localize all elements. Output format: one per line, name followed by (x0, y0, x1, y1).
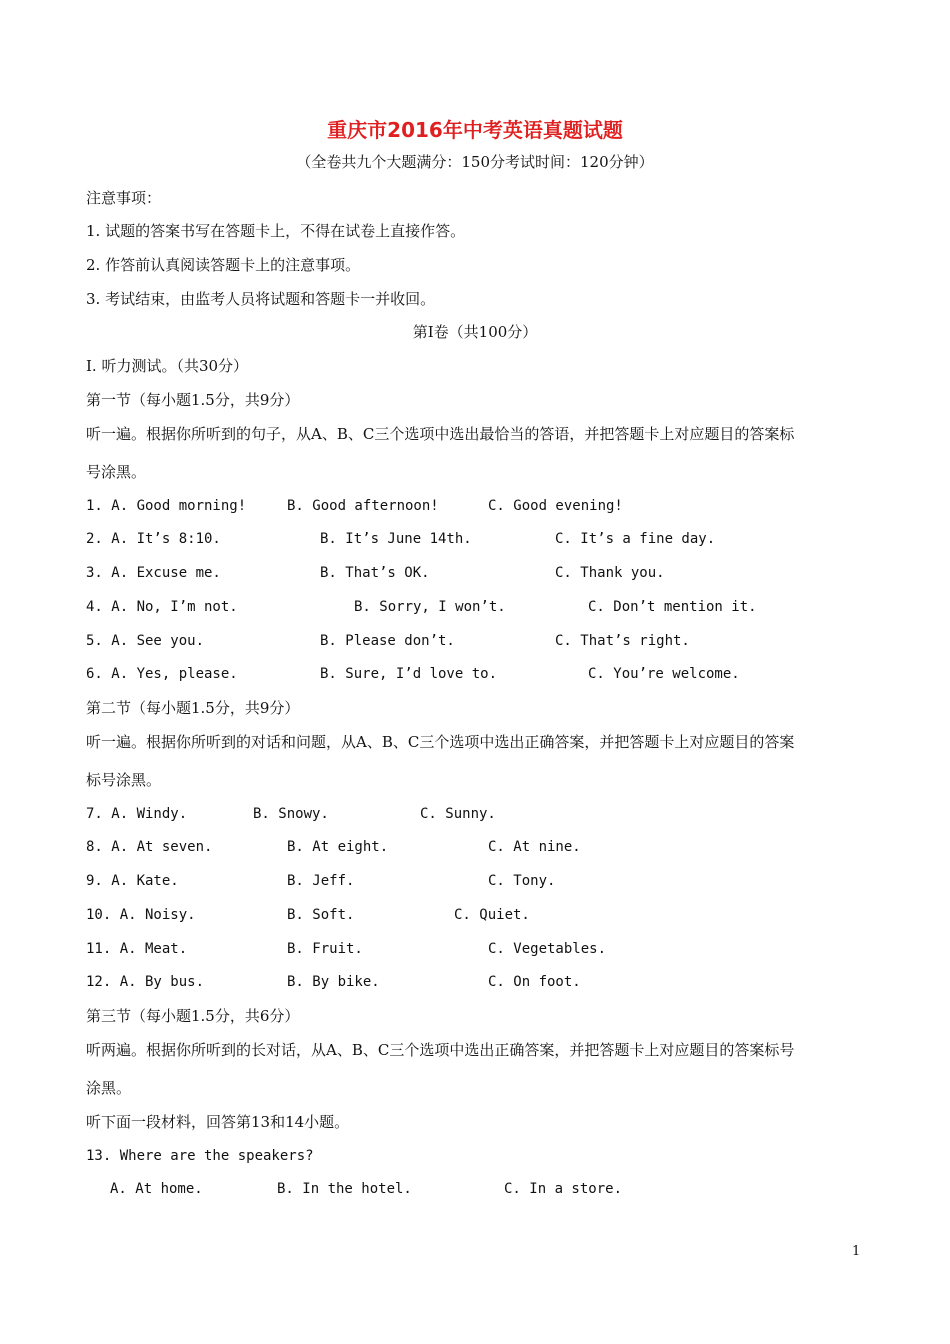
question-option-b: B. At eight. (287, 839, 389, 855)
question-option-a: 10. A. Noisy. (86, 907, 196, 923)
question-option-c: C. At nine. (488, 839, 581, 855)
question-option-c: C. Tony. (488, 873, 556, 889)
section-instructions: 听一遍。根据你所听到的对话和问题，从A、B、C三个选项中选出正确答案，并把答题卡上对应题目的答案 (86, 733, 795, 751)
section-instructions-cont: 标号涂黑。 (86, 771, 162, 789)
question-option-c: C. It’s a fine day. (555, 531, 716, 547)
question-option-a: 2. A. It’s 8:10. (86, 531, 221, 547)
notice-item: 2. 作答前认真阅读答题卡上的注意事项。 (86, 256, 361, 274)
section-instructions-cont: 涂黑。 (86, 1079, 132, 1097)
question-option-a: 5. A. See you. (86, 633, 205, 649)
question-option-c: C. Don’t mention it. (588, 599, 757, 615)
question-option-a: 6. A. Yes, please. (86, 666, 238, 682)
notice-item: 1. 试题的答案书写在答题卡上，不得在试卷上直接作答。 (86, 222, 466, 240)
question-option-a: 7. A. Windy. (86, 806, 188, 822)
question-option-b: B. Please don’t. (320, 633, 455, 649)
page-number: 1 (852, 1244, 861, 1259)
volume-heading: 第I卷（共100分） (412, 323, 538, 341)
question-option-c: C. That’s right. (555, 633, 690, 649)
question-option-b: B. Sure, I’d love to. (320, 666, 498, 682)
exam-title: 重庆市2016年中考英语真题试题 (327, 118, 623, 142)
question-option-c: C. You’re welcome. (588, 666, 740, 682)
notice-heading: 注意事项： (86, 189, 162, 207)
question-option-c: C. Vegetables. (488, 941, 607, 957)
section-heading: 第一节（每小题1.5分，共9分） (86, 391, 300, 409)
question-option-b: B. In the hotel. (277, 1181, 412, 1197)
question-option-b: B. It’s June 14th. (320, 531, 472, 547)
question-option-a: 3. A. Excuse me. (86, 565, 221, 581)
part-heading: I. 听力测试。（共30分） (86, 357, 249, 375)
question-option-b: B. Sorry, I won’t. (354, 599, 506, 615)
question-option-b: B. Jeff. (287, 873, 355, 889)
question-option-a: 4. A. No, I’m not. (86, 599, 238, 615)
question-option-a: 11. A. Meat. (86, 941, 188, 957)
question-option-c: C. On foot. (488, 974, 581, 990)
question-option-b: B. That’s OK. (320, 565, 430, 581)
question-option-a: 9. A. Kate. (86, 873, 179, 889)
question-option-b: B. By bike. (287, 974, 380, 990)
material-lead: 听下面一段材料，回答第13和14小题。 (86, 1113, 350, 1131)
question-option-c: C. Quiet. (454, 907, 530, 923)
section-heading: 第二节（每小题1.5分，共9分） (86, 699, 300, 717)
question-option-a: 1. A. Good morning! (86, 498, 247, 514)
section-instructions: 听两遍。根据你所听到的长对话，从A、B、C三个选项中选出正确答案，并把答题卡上对应题目的答案标号 (86, 1041, 795, 1059)
question-option-c: C. Sunny. (420, 806, 496, 822)
section-instructions-cont: 号涂黑。 (86, 463, 147, 481)
question-option-b: B. Snowy. (253, 806, 329, 822)
section-heading: 第三节（每小题1.5分，共6分） (86, 1007, 300, 1025)
question-13: 13. Where are the speakers? (86, 1148, 314, 1164)
exam-subtitle: （全卷共九个大题满分：150分考试时间：120分钟） (296, 153, 654, 171)
question-option-b: B. Soft. (287, 907, 355, 923)
question-option-a: 12. A. By bus. (86, 974, 205, 990)
notice-item: 3. 考试结束，由监考人员将试题和答题卡一并收回。 (86, 290, 436, 308)
question-option-c: C. Good evening! (488, 498, 623, 514)
section-instructions: 听一遍。根据你所听到的句子，从A、B、C三个选项中选出最恰当的答语，并把答题卡上对应题目的答案标 (86, 425, 795, 443)
question-option-c: C. In a store. (504, 1181, 623, 1197)
question-option-c: C. Thank you. (555, 565, 665, 581)
question-option-a: 8. A. At seven. (86, 839, 213, 855)
question-option-a: A. At home. (110, 1181, 203, 1197)
question-option-b: B. Fruit. (287, 941, 363, 957)
question-option-b: B. Good afternoon! (287, 498, 439, 514)
